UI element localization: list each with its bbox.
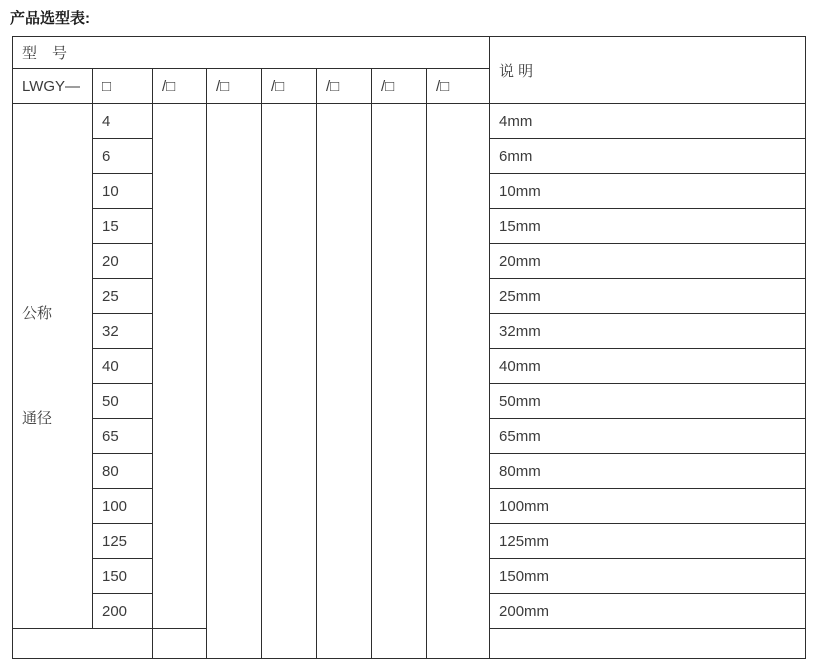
- section-label-cell: [13, 104, 93, 629]
- diameter-value-cell: 200: [93, 594, 153, 629]
- diameter-description-cell: 150mm: [490, 559, 806, 594]
- model-code-box-5: /□: [317, 69, 372, 104]
- next-section-code-cell: [153, 629, 207, 659]
- diameter-value-cell: 40: [93, 349, 153, 384]
- model-header-cell: 型 号: [13, 37, 490, 69]
- diameter-description-cell: 10mm: [490, 174, 806, 209]
- section-label-line2: 通径: [22, 410, 53, 427]
- diameter-description-cell: 80mm: [490, 454, 806, 489]
- empty-code-column-4: [317, 104, 372, 659]
- diameter-description-cell: 15mm: [490, 209, 806, 244]
- table-row: [13, 104, 806, 139]
- model-code-box-3: /□: [207, 69, 262, 104]
- page-title: 产品选型表:: [10, 10, 90, 27]
- model-code-box-1: □: [93, 69, 153, 104]
- diameter-value-cell: 125: [93, 524, 153, 559]
- next-section-cell: [13, 629, 153, 659]
- diameter-description-cell: 25mm: [490, 279, 806, 314]
- diameter-description-cell: 6mm: [490, 139, 806, 174]
- empty-code-column-1: [153, 104, 207, 629]
- diameter-description-cell: 4mm: [490, 104, 806, 139]
- empty-code-column-6: [427, 104, 490, 659]
- diameter-description-cell: 20mm: [490, 244, 806, 279]
- empty-code-column-3: [262, 104, 317, 659]
- diameter-value-cell: 10: [93, 174, 153, 209]
- diameter-description-cell: 32mm: [490, 314, 806, 349]
- model-prefix-cell: LWGY—: [13, 69, 93, 104]
- diameter-value-cell: 4: [93, 104, 153, 139]
- diameter-value-cell: 15: [93, 209, 153, 244]
- diameter-value-cell: 150: [93, 559, 153, 594]
- description-header-cell: 说 明: [490, 37, 806, 104]
- diameter-description-cell: 65mm: [490, 419, 806, 454]
- table-row: [13, 37, 806, 69]
- diameter-value-cell: 32: [93, 314, 153, 349]
- diameter-description-cell: 125mm: [490, 524, 806, 559]
- diameter-description-cell: 100mm: [490, 489, 806, 524]
- empty-code-column-2: [207, 104, 262, 659]
- diameter-value-cell: 100: [93, 489, 153, 524]
- diameter-value-cell: 50: [93, 384, 153, 419]
- diameter-description-cell: 200mm: [490, 594, 806, 629]
- diameter-value-cell: 6: [93, 139, 153, 174]
- model-code-box-7: /□: [427, 69, 490, 104]
- diameter-description-cell: 40mm: [490, 349, 806, 384]
- section-label-line1: 公称: [22, 305, 53, 322]
- diameter-value-cell: 80: [93, 454, 153, 489]
- model-code-box-6: /□: [372, 69, 427, 104]
- diameter-value-cell: 20: [93, 244, 153, 279]
- product-selection-table: [12, 36, 806, 659]
- next-section-description-cell: [490, 629, 806, 659]
- model-code-box-2: /□: [153, 69, 207, 104]
- diameter-value-cell: 25: [93, 279, 153, 314]
- diameter-description-cell: 50mm: [490, 384, 806, 419]
- diameter-value-cell: 65: [93, 419, 153, 454]
- empty-code-column-5: [372, 104, 427, 659]
- model-code-box-4: /□: [262, 69, 317, 104]
